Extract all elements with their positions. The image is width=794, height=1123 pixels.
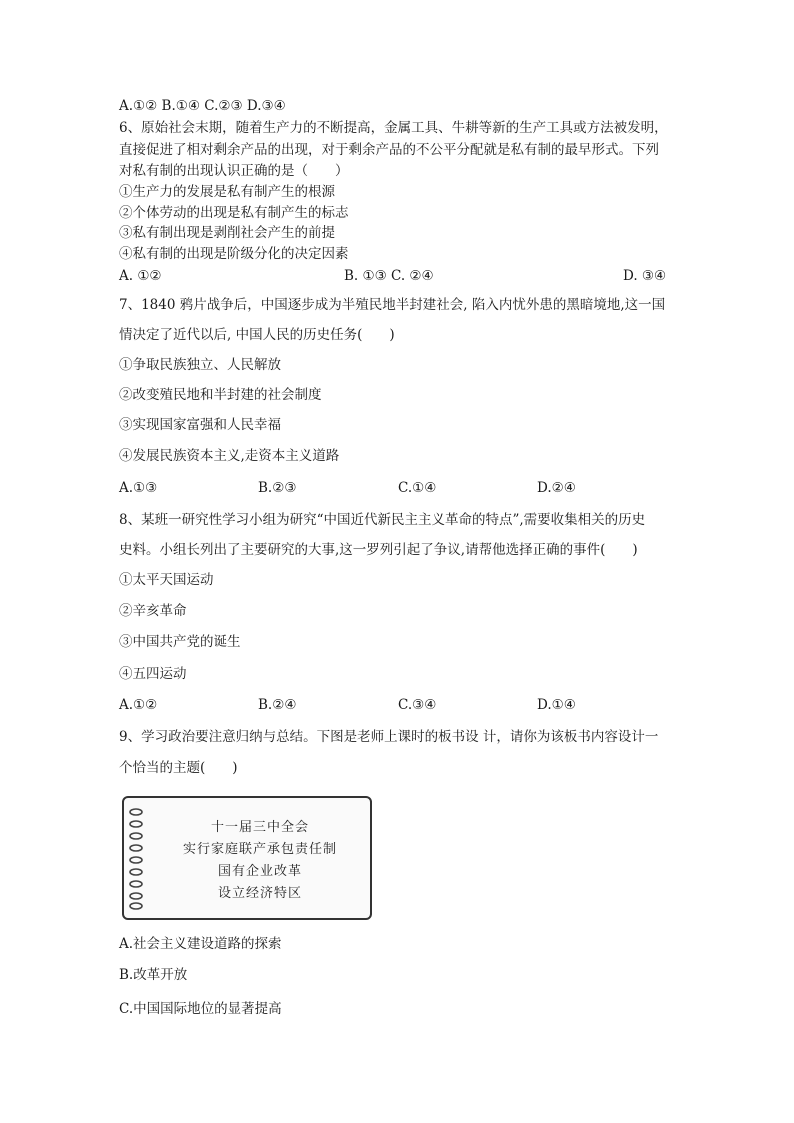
- q6-stem-line-2: 直接促进了相对剩余产品的出现，对于剩余产品的不公平分配就是私有制的最早形式。下列: [119, 142, 659, 158]
- board-line-2: 实行家庭联产承包责任制: [182, 842, 337, 857]
- q6-option-a: A. ①②: [119, 268, 162, 284]
- prev-question-options: A.①② B.①④ C.②③ D.③④: [119, 98, 286, 114]
- q7-option-b: B.②③: [258, 480, 297, 496]
- q8-item-2: ②辛亥革命: [119, 603, 187, 619]
- q8-option-b: B.②④: [258, 697, 297, 713]
- q8-item-1: ①太平天国运动: [119, 572, 214, 588]
- q8-stem-line-2: 史料。小组长列出了主要研究的大事,这一罗列引起了争议,请帮他选择正确的事件( ): [119, 542, 638, 558]
- q8-item-4: ④五四运动: [119, 666, 187, 682]
- board-line-1: 十一届三中全会: [210, 820, 309, 835]
- q8-stem-line-1: 8、某班一研究性学习小组为研究“中国近代新民主主义革命的特点”,需要收集相关的历史: [119, 512, 646, 528]
- q8-option-d: D.①④: [537, 697, 576, 713]
- q6-item-4: ④私有制的出现是阶级分化的决定因素: [119, 246, 349, 262]
- notebook-spiral-icon: [128, 806, 144, 910]
- blackboard-notes-figure: [122, 796, 372, 920]
- q8-option-c: C.③④: [398, 697, 437, 713]
- q6-stem-line-3: 对私有制的出现认识正确的是（ ）: [119, 163, 349, 179]
- q7-item-1: ①争取民族独立、人民解放: [119, 357, 281, 373]
- q9-option-b: B.改革开放: [119, 967, 188, 983]
- q6-option-bc: B. ①③ C. ②④: [344, 268, 434, 284]
- q7-option-c: C.①④: [398, 480, 437, 496]
- q6-item-2: ②个体劳动的出现是私有制产生的标志: [119, 205, 349, 221]
- q7-stem-line-1: 7、1840 鸦片战争后，中国逐步成为半殖民地半封建社会, 陷入内忧外患的黑暗境地,这一国: [119, 297, 666, 313]
- q7-item-2: ②改变殖民地和半封建的社会制度: [119, 387, 322, 403]
- q6-item-3: ③私有制出现是剥削社会产生的前提: [119, 225, 335, 241]
- q9-option-a: A.社会主义建设道路的探索: [119, 936, 282, 952]
- q9-stem-line-2: 个恰当的主题( ): [119, 760, 238, 776]
- q6-item-1: ①生产力的发展是私有制产生的根源: [119, 184, 335, 200]
- q6-stem-line-1: 6、原始社会末期，随着生产力的不断提高，金属工具、牛耕等新的生产工具或方法被发明，: [119, 120, 668, 136]
- q8-item-3: ③中国共产党的诞生: [119, 634, 241, 650]
- q7-stem-line-2: 情决定了近代以后, 中国人民的历史任务( ): [119, 327, 395, 343]
- board-line-4: 设立经济特区: [217, 886, 302, 901]
- q8-option-a: A.①②: [119, 697, 158, 713]
- q6-option-d: D. ③④: [623, 268, 667, 284]
- q7-option-a: A.①③: [119, 480, 158, 496]
- q9-stem-line-1: 9、学习政治要注意归纳与总结。下图是老师上课时的板书设 计，请你为该板书内容设计一: [119, 729, 659, 745]
- q7-item-4: ④发展民族资本主义,走资本主义道路: [119, 448, 340, 464]
- q9-option-c: C.中国国际地位的显著提高: [119, 1001, 282, 1017]
- q7-item-3: ③实现国家富强和人民幸福: [119, 417, 281, 433]
- q7-option-d: D.②④: [537, 480, 576, 496]
- board-line-3: 国有企业改革: [217, 864, 302, 879]
